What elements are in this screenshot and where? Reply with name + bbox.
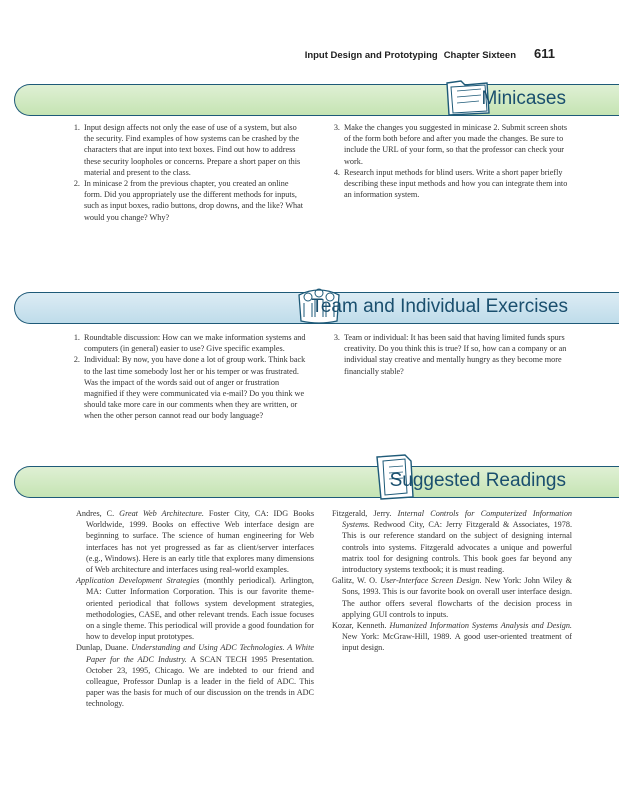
exercise-item: 2. Individual: By now, you have done a lot of group work. Think back to the last time somebody lost her or his temper or was frustrated. Was the impact of the words said out of anger or frustration magnified if they were communicated via e-mail? Do you think we should take more care in our comments when they are written, or when the other person cannot read our body language? [82,354,308,421]
exercise-item: 1. Roundtable discussion: How can we make information systems and computers (in general) easier to use? Give specific examples. [82,332,308,354]
suggested-readings-title: Suggested Readings [389,470,566,491]
chapter-label: Chapter Sixteen [443,50,517,61]
suggested-readings-header [14,466,619,498]
page-number: 611 [534,46,555,61]
reference-entry: Kozar, Kenneth. Humanized Information Systems Analysis and Design. New York: McGraw-Hill, 1989. A good user-oriented treatment of input design. [332,621,572,653]
minicases-header [14,84,619,116]
readings-left-column [76,508,314,710]
running-head [305,46,555,61]
minicases-title: Minicases [481,88,566,109]
minicases-right-column [328,122,570,200]
minicases-left-column [68,122,308,223]
minicase-item: 4. Research input methods for blind users. Write a short paper briefly describing these input methods and how you can integrate them into an information system. [342,167,570,201]
team-exercises-title: Team and Individual Exercises [311,296,568,317]
reference-entry: Dunlap, Duane. Understanding and Using ADC Technologies. A White Paper for the ADC Industry. A SCAN TECH 1995 Presentation. October 23, 1995, Chicago. We are indebted to our friend and colleague, Professor Dunlap is a leader in the field of ADC. This paper was the basis for much of our discussion on the trends in ADC technology. [76,643,314,709]
reference-entry: Fitzgerald, Jerry. Internal Controls for Computerized Information Systems. Redwood City, CA: Jerry Fitzgerald & Associates, 1978. This is our reference standard on the subject of designing internal controls into systems. Fitzgerald advocates a unique and powerful matrix tool for designing controls. This book goes far beyond any introductory systems textbook; it is must reading. [332,509,573,575]
team-exercises-header [14,292,619,324]
reference-entry: Application Development Strategies (monthly periodical). Arlington, MA: Cutter Information Corporation. This is our favorite theme-oriented periodical that follows system development strategies, methodologies, CASE, and other relevant trends. Each issue focuses on a single theme. This periodical will provide a good foundation for how to develop input prototypes. [76,576,314,642]
reference-entry: Andres, C. Great Web Architecture. Foster City, CA: IDG Books Worldwide, 1999. Books on effective Web interface design are beginning to surface. The science of human engineering for Web interfaces has not yet progressed as far as client/server interfaces (e.g., Windows). Here is an early title that explores many dimensions of Web architecture and interfaces using real-world examples. [76,509,315,575]
chapter-title: Input Design and Prototyping [304,50,438,61]
team-right-column [328,332,570,377]
minicase-item: 1. Input design affects not only the ease of use of a system, but also the security. Find examples of how systems can be crashed by the characters that are input into text boxes. Find out how to address these security loopholes or concerns. Prepare a short paper on this material and present to the class. [82,122,308,178]
exercise-item: 3. Team or individual: It has been said that having limited funds spurs creativity. Do you think this is true? If so, how can a company or an individual stay creative and mentally hungry as they become more financially stable? [342,332,570,377]
reference-entry: Galitz, W. O. User-Interface Screen Design. New York: John Wiley & Sons, 1993. This is our favorite book on overall user interface design. The author offers several flowcharts of the decision process in applying GUI controls to inputs. [332,576,572,619]
minicase-item: 3. Make the changes you suggested in minicase 2. Submit screen shots of the form both before and after you made the changes. Be sure to include the URL of your form, so that the professor can check your work. [342,122,570,167]
readings-right-column [332,508,572,654]
team-left-column [68,332,308,422]
minicase-item: 2. In minicase 2 from the previous chapter, you created an online form. Did you appropriately use the different methods for inputs, such as input boxes, radio buttons, drop downs, and the like? What would you change? Why? [82,178,308,223]
